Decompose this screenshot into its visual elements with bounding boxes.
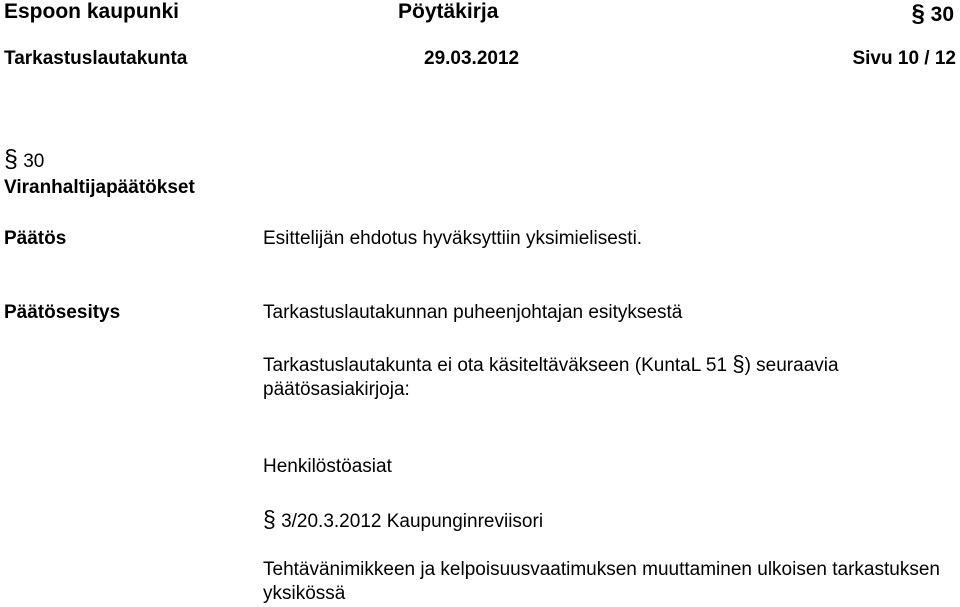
- decision-label: Päätös: [4, 228, 67, 249]
- header-section-number: [911, 0, 954, 28]
- document-type: Pöytäkirja: [398, 0, 499, 23]
- proposal-intro: Tarkastuslautakunnan puheenjohtajan esityksestä: [263, 302, 683, 323]
- section-sign-icon: §: [4, 145, 18, 173]
- section-sign-icon: §: [732, 351, 745, 376]
- decision-text: Esittelijän ehdotus hyväksyttiin yksimielisesti.: [263, 228, 643, 249]
- section-heading-number: 30: [23, 151, 45, 172]
- proposal-paragraph: [263, 352, 953, 402]
- category-heading: Henkilöstöasiat: [263, 456, 392, 477]
- header-section-value: 30: [930, 3, 954, 26]
- section-sign-icon: §: [911, 0, 925, 27]
- committee-name: Tarkastuslautakunta: [4, 48, 188, 69]
- decision-item-description: Tehtävänimikkeen ja kelpoisuusvaatimuksen muuttaminen ulkoisen tarkastuksen yksikössä: [263, 559, 940, 604]
- organization-name: Espoon kaupunki: [4, 0, 180, 23]
- proposal-paragraph-start: Tarkastuslautakunta ei ota käsiteltäväkseen (KuntaL 51: [263, 355, 733, 376]
- proposal-label: Päätösesitys: [4, 302, 121, 323]
- section-heading: [4, 146, 195, 201]
- proposal-paragraph-end: ) seuraavia päätösasiakirjoja:: [263, 355, 839, 400]
- decision-item: [263, 506, 543, 533]
- meeting-date: 29.03.2012: [424, 48, 520, 69]
- decision-item-reference: 3/20.3.2012 Kaupunginreviisori: [281, 511, 544, 532]
- section-title: Viranhaltijapäätökset: [4, 177, 195, 198]
- section-sign-icon: §: [263, 506, 276, 532]
- page-number: Sivu 10 / 12: [852, 48, 956, 69]
